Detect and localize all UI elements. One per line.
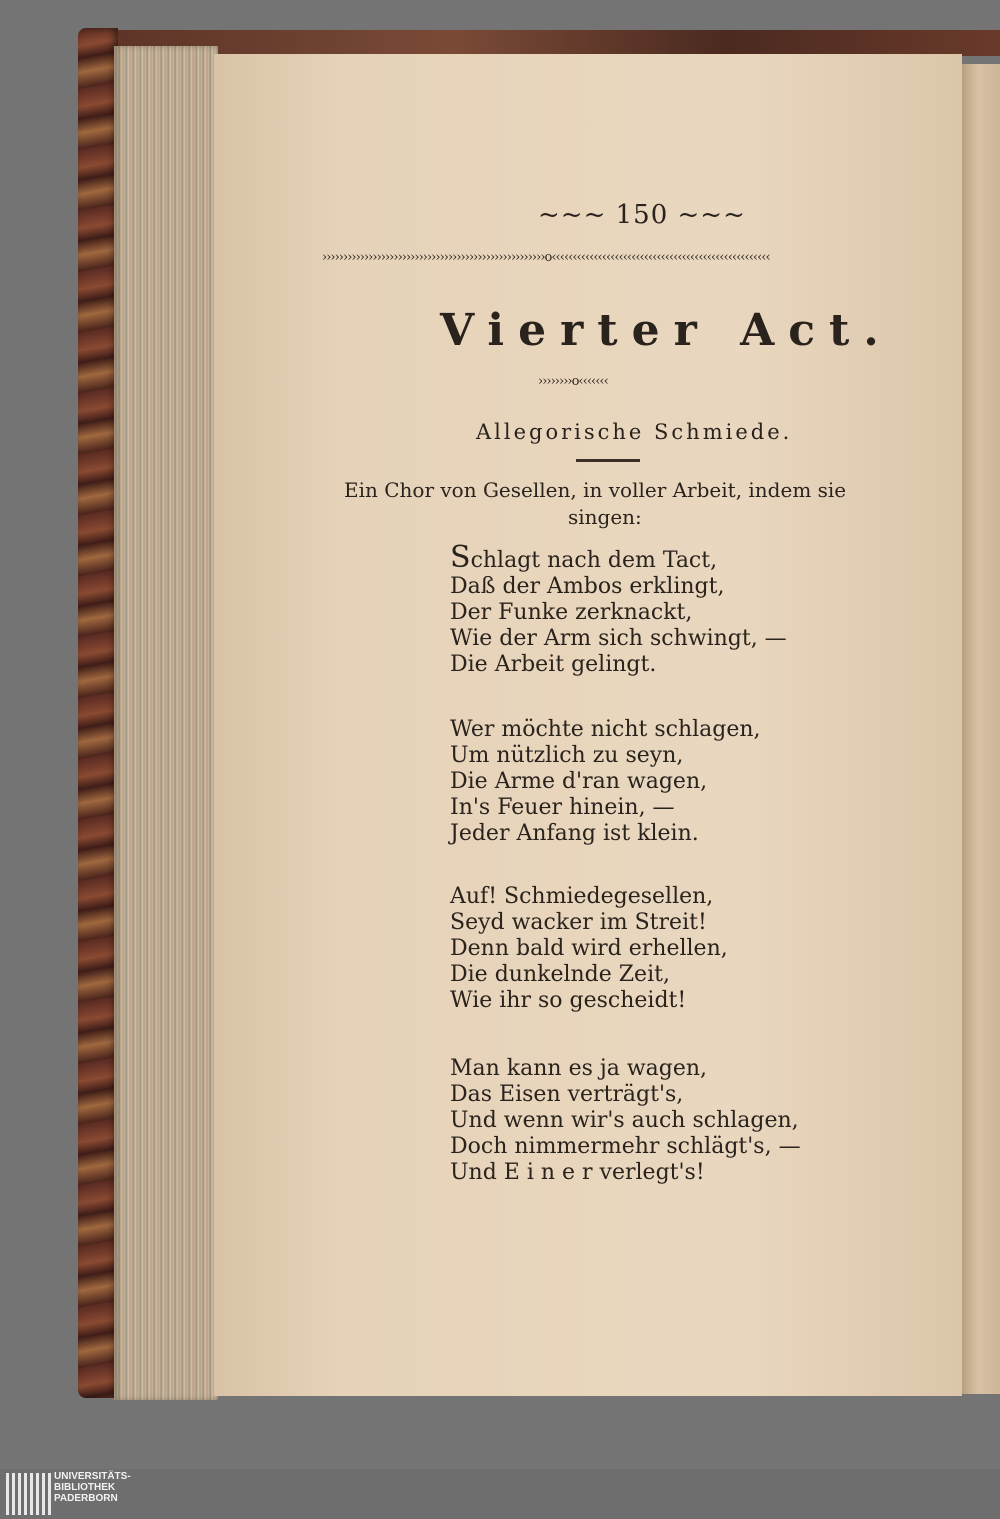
verse-line: Wer möchte nicht schlagen, [450,717,761,742]
page-stack-edge [114,46,218,1400]
verse-line: Auf! Schmiedegesellen, [450,884,714,909]
verse-line: Die dunkelnde Zeit, [450,962,670,987]
library-name-line-1: UNIVERSITÄTS- [54,1471,131,1482]
verse-line: Und wenn wir's auch schlagen, [450,1108,799,1133]
stanza-2 [450,717,761,847]
verse-line: Seyd wacker im Streit! [450,910,707,935]
stage-direction-line-1: Ein Chor von Gesellen, in voller Arbeit, indem sie [344,478,847,502]
verse-line: Jeder Anfang ist klein. [450,821,699,846]
verse-line: Die Arbeit gelingt. [450,652,657,677]
verse-line: Um nützlich zu seyn, [450,743,684,768]
drop-cap: S [450,540,471,575]
verse-line: Das Eisen verträgt's, [450,1082,684,1107]
facing-page-edge [960,64,1000,1394]
stanza-3 [450,884,728,1014]
verse-line: Doch nimmermehr schlägt's, — [450,1134,801,1159]
verse-line: Die Arme d'ran wagen, [450,769,708,794]
stanza-1 [450,540,787,678]
library-name [54,1471,131,1504]
scene-heading: Allegorische Schmiede. [476,420,793,444]
verse-line: Denn bald wird erhellen, [450,936,728,961]
stanza-4 [450,1056,801,1186]
library-footer [0,1469,1000,1519]
verse-line: Schlagt nach dem Tact, [450,540,718,575]
stage-direction-line-2: singen: [568,505,642,529]
book-top-edge [90,30,1000,56]
book-binding [78,28,118,1398]
verse-line: Und E i n e r verlegt's! [450,1160,705,1185]
ornamental-rule: ›››››››››››››››››››››››››››››››››››››››››››››››››››››o‹‹‹‹‹‹‹‹‹‹‹‹‹‹‹‹‹‹‹‹‹‹‹‹‹‹‹‹‹‹‹‹‹‹‹‹‹‹‹‹‹‹‹‹‹‹‹‹‹‹‹‹ [322,250,770,264]
verse-line: Man kann es ja wagen, [450,1056,708,1081]
verse-line: Daß der Ambos erklingt, [450,574,725,599]
act-title: Vierter Act. [440,305,893,356]
library-name-line-3: PADERBORN [54,1493,118,1504]
verse-line: Der Funke zerknackt, [450,600,693,625]
short-rule-divider [576,459,640,462]
small-ornament: ››››››››o‹‹‹‹‹‹‹ [538,374,608,388]
verse-line: In's Feuer hinein, — [450,795,675,820]
verse-line: Wie ihr so gescheidt! [450,988,687,1013]
page-number: ~~~ 150 ~~~ [538,200,746,230]
library-logo-icon [6,1473,50,1515]
verse-line: Wie der Arm sich schwingt, — [450,626,787,651]
library-name-line-2: BIBLIOTHEK [54,1482,116,1493]
